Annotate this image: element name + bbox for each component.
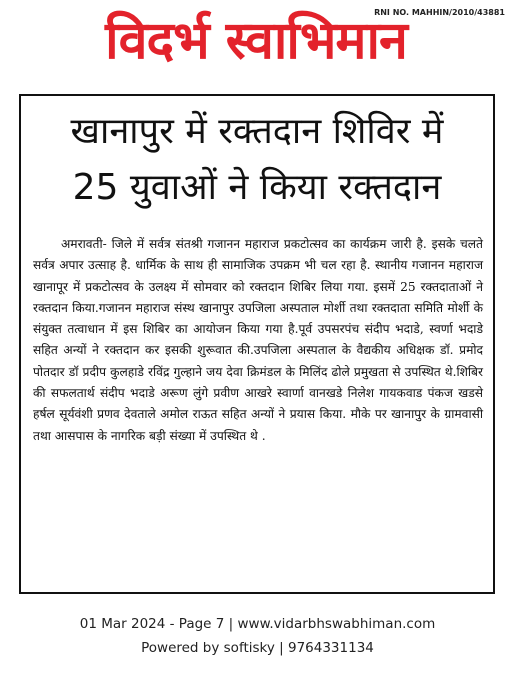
rni-number: RNI NO. MAHHIN/2010/43881	[374, 8, 505, 17]
page-footer	[0, 612, 515, 660]
footer-powered-by: Powered by softisky | 9764331134	[141, 640, 374, 656]
masthead	[0, 0, 515, 82]
news-clipping	[19, 94, 495, 594]
headline-line-1: खानापुर में रक्तदान शिविर में	[70, 111, 444, 152]
footer-date-page-url: 01 Mar 2024 - Page 7 | www.vidarbhswabhiman.com	[79, 616, 436, 632]
article-body: अमरावती- जिले में सर्वत्र संतश्री गजानन महाराज प्रकटोत्सव का कार्यक्रम जारी है. इसके चलते सर्वत्र अपार उत्साह है. धार्मिक के साथ ही सामाजिक उपक्रम भी चल रहा है. स्थानीय गजानन महाराज खानापूर में प्रकटोत्सव के उलक्ष्य में सोमवार को रक्तदान शिबिर लिया गया. इसमें 25 रक्तदाताओं ने रक्तदान किया.गजानन महाराज संस्थ खानापुर उपजिला अस्पताल मोर्शी तथा रक्तदाता समिति मोर्शी के संयुक्त तत्वाधान में इस शिबिर का आयोजन किया गया है.पूर्व उपसरपंच संदीप भदाडे, स्वर्णा भदाडे सहित अन्यों ने रक्तदान कर इसकी शुरूवात की.उपजिला अस्पताल के वैद्यकीय अधिक्षक डॉ. प्रमोद पोतदार डॉ प्रदीप कुलहाडे रविंद्र गुल्हाने जय देवा क्रिमंडल के मिलिंद ढोले प्रमुखता से उपस्थित थे.शिबिर की सफलतार्थ संदीप भदाडे अरूण लुंगे प्रवीण आखरे स्वार्णा वानखडे निलेश गायकवाड पंकज खडसे हर्षल सूर्यवंशी प्रणव देवताले अमोल राऊत सहित अन्यों ने प्रयास किया. मौके पर खानापुर के ग्रामवासी तथा आसपास के नागरिक बड़ी संख्या में उपस्थित थे .	[33, 237, 483, 443]
headline-line-2: 25 युवाओं ने किया रक्तदान	[72, 167, 442, 208]
article-headline	[23, 104, 491, 216]
newspaper-logo: विदर्भ स्वाभिमान	[105, 11, 407, 71]
